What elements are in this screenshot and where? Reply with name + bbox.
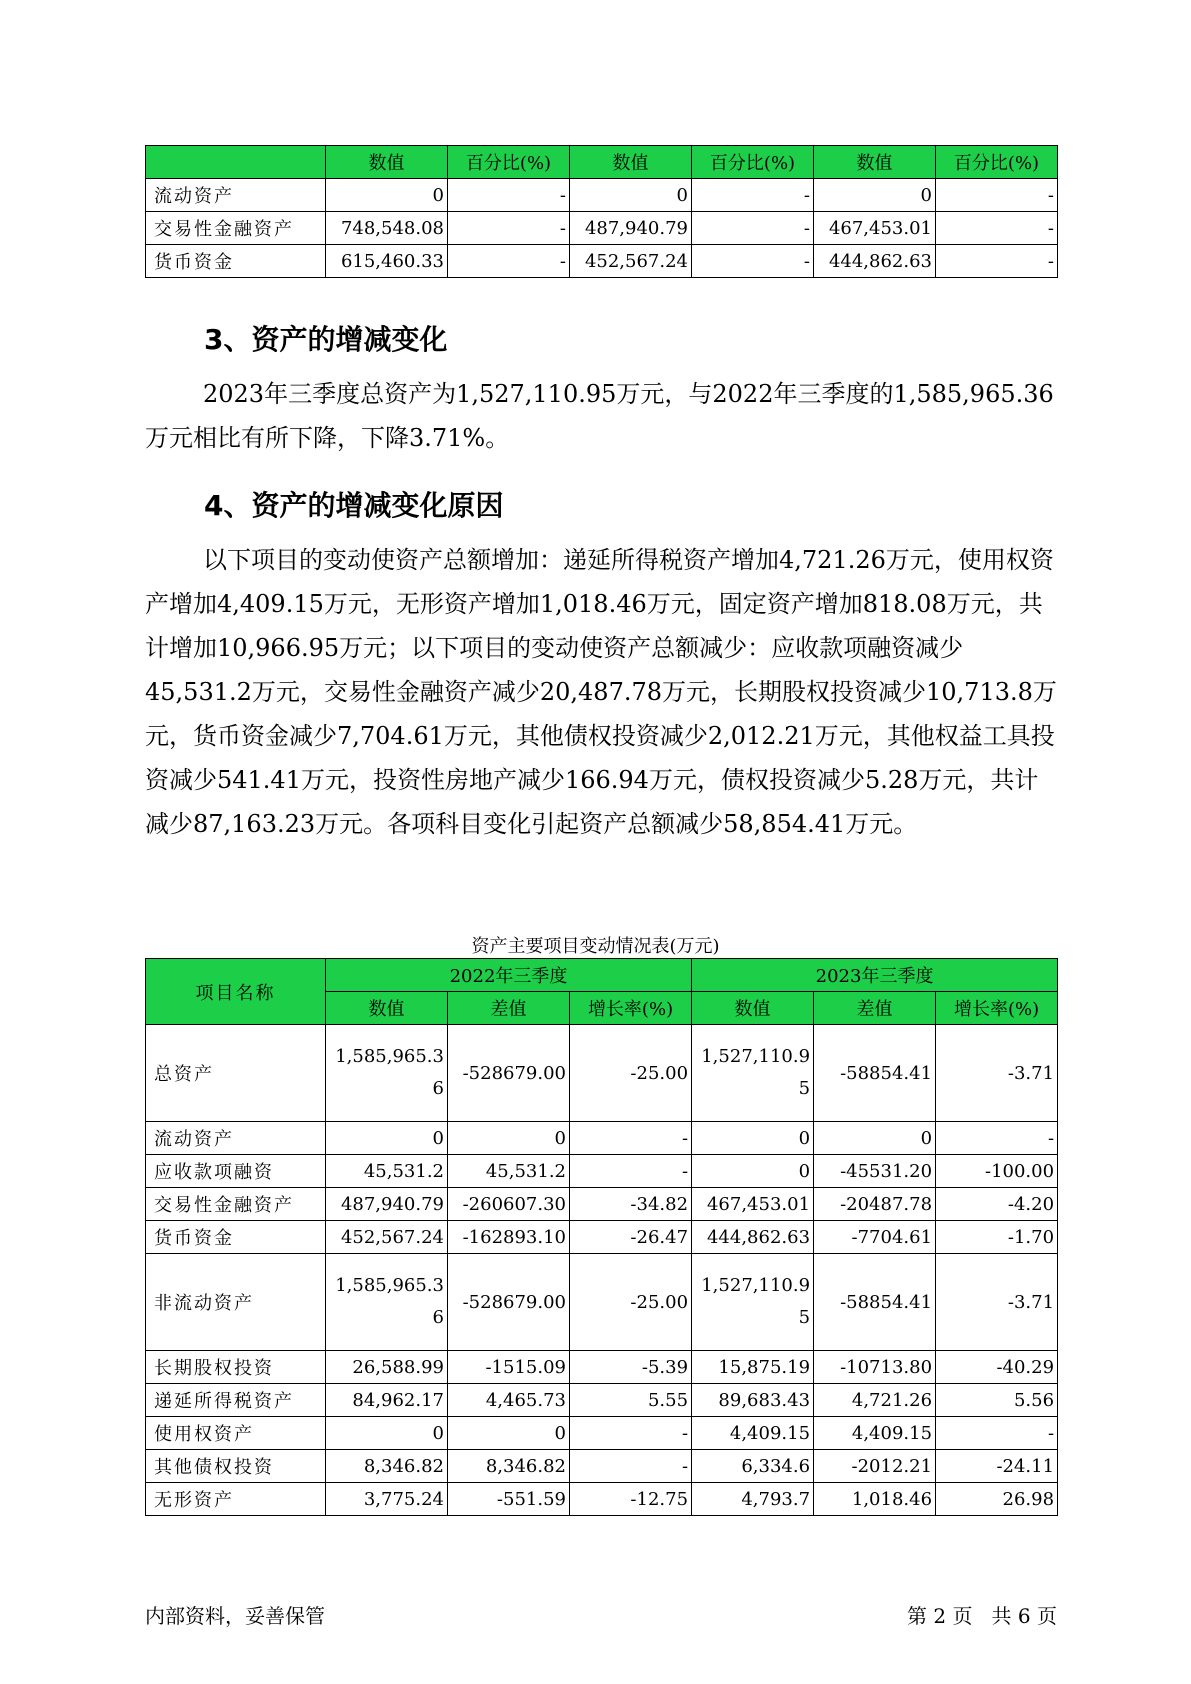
table-header-row — [146, 959, 1058, 992]
table-cell: 467,453.01 — [814, 212, 936, 245]
cell-value: 1,585,965.36 — [335, 1275, 444, 1328]
header-cell: 百分比(%) — [936, 146, 1058, 179]
table-row — [146, 1351, 1058, 1384]
table-cell — [326, 1254, 448, 1351]
table-cell: -40.29 — [936, 1351, 1058, 1384]
header-cell: 数值 — [814, 146, 936, 179]
header-cell — [146, 146, 326, 179]
table-cell: -12.75 — [570, 1483, 692, 1516]
header-cell: 差值 — [448, 992, 570, 1025]
table-row — [146, 1188, 1058, 1221]
table-cell: 487,940.79 — [326, 1188, 448, 1221]
table-cell: -24.11 — [936, 1450, 1058, 1483]
table-cell: -3.71 — [936, 1254, 1058, 1351]
table-cell: 5.55 — [570, 1384, 692, 1417]
table-cell: 26.98 — [936, 1483, 1058, 1516]
cell-value: 1,527,110.95 — [701, 1046, 811, 1099]
section-heading: 3、资产的增减变化 — [204, 323, 448, 356]
table-cell: 0 — [448, 1122, 570, 1155]
table-cell: -26.47 — [570, 1221, 692, 1254]
header-cell: 数值 — [326, 992, 448, 1025]
row-label: 长期股权投资 — [146, 1351, 326, 1384]
header-cell: 数值 — [326, 146, 448, 179]
page-number: 第 2 页 共 6 页 — [907, 1604, 1057, 1628]
table-cell: 0 — [692, 1155, 814, 1188]
table-cell: - — [448, 245, 570, 278]
table-cell: 0 — [814, 179, 936, 212]
cell-value: 1,585,965.36 — [335, 1046, 444, 1099]
row-label: 其他债权投资 — [146, 1450, 326, 1483]
table-cell: -1.70 — [936, 1221, 1058, 1254]
table-cell: 8,346.82 — [448, 1450, 570, 1483]
table-cell: 0 — [326, 1417, 448, 1450]
table-cell: -4.20 — [936, 1188, 1058, 1221]
table-cell: 0 — [570, 179, 692, 212]
table-cell: - — [936, 212, 1058, 245]
row-label: 交易性金融资产 — [146, 212, 326, 245]
table-cell: - — [692, 179, 814, 212]
cell-value: 1,527,110.95 — [701, 1275, 811, 1328]
table-cell: 615,460.33 — [326, 245, 448, 278]
table-cell: 444,862.63 — [814, 245, 936, 278]
table-cell: 6,334.6 — [692, 1450, 814, 1483]
footer-note: 内部资料，妥善保管 — [145, 1604, 325, 1628]
section-heading: 4、资产的增减变化原因 — [204, 489, 504, 522]
table-cell: -7704.61 — [814, 1221, 936, 1254]
table-cell: 467,453.01 — [692, 1188, 814, 1221]
table-cell: - — [692, 245, 814, 278]
table-cell: -5.39 — [570, 1351, 692, 1384]
table-cell: - — [570, 1155, 692, 1188]
table-cell: - — [448, 212, 570, 245]
table-row — [146, 1221, 1058, 1254]
table-cell — [692, 1025, 814, 1122]
table-cell: -528679.00 — [448, 1254, 570, 1351]
table-cell: 452,567.24 — [326, 1221, 448, 1254]
row-label: 无形资产 — [146, 1483, 326, 1516]
table-row — [146, 212, 1058, 245]
table-cell: - — [570, 1122, 692, 1155]
table-cell: 1,018.46 — [814, 1483, 936, 1516]
row-label: 货币资金 — [146, 1221, 326, 1254]
table-cell: 0 — [448, 1417, 570, 1450]
table-cell: 84,962.17 — [326, 1384, 448, 1417]
table-cell — [692, 1254, 814, 1351]
table-cell: -20487.78 — [814, 1188, 936, 1221]
row-label: 总资产 — [146, 1025, 326, 1122]
table-cell: 4,409.15 — [814, 1417, 936, 1450]
table-cell: 26,588.99 — [326, 1351, 448, 1384]
table-row — [146, 1155, 1058, 1188]
asset-change-table — [145, 958, 1058, 1516]
table-cell: 15,875.19 — [692, 1351, 814, 1384]
table-cell: - — [692, 212, 814, 245]
table-cell: 487,940.79 — [570, 212, 692, 245]
table-cell: 45,531.2 — [326, 1155, 448, 1188]
table-cell: - — [936, 1417, 1058, 1450]
header-cell: 数值 — [692, 992, 814, 1025]
table-cell: - — [936, 245, 1058, 278]
header-cell: 数值 — [570, 146, 692, 179]
table-cell: 5.56 — [936, 1384, 1058, 1417]
table-cell: - — [570, 1417, 692, 1450]
table-cell: -260607.30 — [448, 1188, 570, 1221]
table-cell: -25.00 — [570, 1254, 692, 1351]
table-cell: - — [936, 1122, 1058, 1155]
table-row — [146, 1450, 1058, 1483]
row-label: 交易性金融资产 — [146, 1188, 326, 1221]
table-cell: 3,775.24 — [326, 1483, 448, 1516]
table-cell: -58854.41 — [814, 1254, 936, 1351]
table-cell: -58854.41 — [814, 1025, 936, 1122]
table-cell: 89,683.43 — [692, 1384, 814, 1417]
table-row — [146, 1254, 1058, 1351]
header-cell: 2023年三季度 — [692, 959, 1058, 992]
table-row — [146, 1025, 1058, 1122]
table-cell: -3.71 — [936, 1025, 1058, 1122]
row-label: 使用权资产 — [146, 1417, 326, 1450]
table-cell: 0 — [326, 1122, 448, 1155]
table-cell: 4,409.15 — [692, 1417, 814, 1450]
table-cell: -551.59 — [448, 1483, 570, 1516]
table-cell: 0 — [814, 1122, 936, 1155]
table-cell: - — [936, 179, 1058, 212]
row-label: 递延所得税资产 — [146, 1384, 326, 1417]
table-cell: 4,793.7 — [692, 1483, 814, 1516]
table-cell: -45531.20 — [814, 1155, 936, 1188]
table-cell: 8,346.82 — [326, 1450, 448, 1483]
table-row — [146, 179, 1058, 212]
header-cell: 百分比(%) — [692, 146, 814, 179]
table-cell — [326, 1025, 448, 1122]
header-cell: 2022年三季度 — [326, 959, 692, 992]
table-cell: -34.82 — [570, 1188, 692, 1221]
table-cell: -100.00 — [936, 1155, 1058, 1188]
table-cell: 444,862.63 — [692, 1221, 814, 1254]
table-cell: -2012.21 — [814, 1450, 936, 1483]
table-cell: 45,531.2 — [448, 1155, 570, 1188]
table-cell: 0 — [692, 1122, 814, 1155]
table-caption: 资产主要项目变动情况表(万元) — [471, 936, 720, 957]
table-cell: - — [570, 1450, 692, 1483]
table-header-row — [146, 146, 1058, 179]
table-cell: -1515.09 — [448, 1351, 570, 1384]
table-cell: 0 — [326, 179, 448, 212]
table-row — [146, 1417, 1058, 1450]
row-label: 应收款项融资 — [146, 1155, 326, 1188]
header-cell: 百分比(%) — [448, 146, 570, 179]
table-cell: 4,721.26 — [814, 1384, 936, 1417]
table-cell: -10713.80 — [814, 1351, 936, 1384]
table-cell: 748,548.08 — [326, 212, 448, 245]
table-cell: 4,465.73 — [448, 1384, 570, 1417]
table-cell: -528679.00 — [448, 1025, 570, 1122]
header-cell: 增长率(%) — [570, 992, 692, 1025]
table-row — [146, 245, 1058, 278]
row-label: 流动资产 — [146, 1122, 326, 1155]
section-paragraph: 以下项目的变动使资产总额增加：递延所得税资产增加4,721.26万元，使用权资产增加4,409.15万元，无形资产增加1,018.46万元，固定资产增加818.08万元，共计增加10,966.95万元；以下项目的变动使资产总额减少：应收款项融资减少45,531.2万元，交易性金融资产减少20,487.78万元，长期股权投资减少10,713.8万元，货币资金减少7,704.61万元，其他债权投资减少2,012.21万元，其他权益工具投资减少541.41万元，投资性房地产减少166.94万元，债权投资减少5.28万元，共计减少87,163.23万元。各项科目变化引起资产总额减少58,854.41万元。 — [145, 546, 1057, 838]
row-label: 流动资产 — [146, 179, 326, 212]
top-summary-table — [145, 145, 1058, 278]
table-cell: 452,567.24 — [570, 245, 692, 278]
table-cell: -25.00 — [570, 1025, 692, 1122]
table-cell: -162893.10 — [448, 1221, 570, 1254]
header-cell: 增长率(%) — [936, 992, 1058, 1025]
table-row — [146, 1483, 1058, 1516]
table-row — [146, 1384, 1058, 1417]
row-label: 货币资金 — [146, 245, 326, 278]
header-cell: 项目名称 — [146, 959, 326, 1025]
row-label: 非流动资产 — [146, 1254, 326, 1351]
table-row — [146, 1122, 1058, 1155]
section-paragraph: 2023年三季度总资产为1,527,110.95万元，与2022年三季度的1,585,965.36万元相比有所下降，下降3.71%。 — [145, 380, 1054, 452]
header-cell: 差值 — [814, 992, 936, 1025]
table-cell: - — [448, 179, 570, 212]
